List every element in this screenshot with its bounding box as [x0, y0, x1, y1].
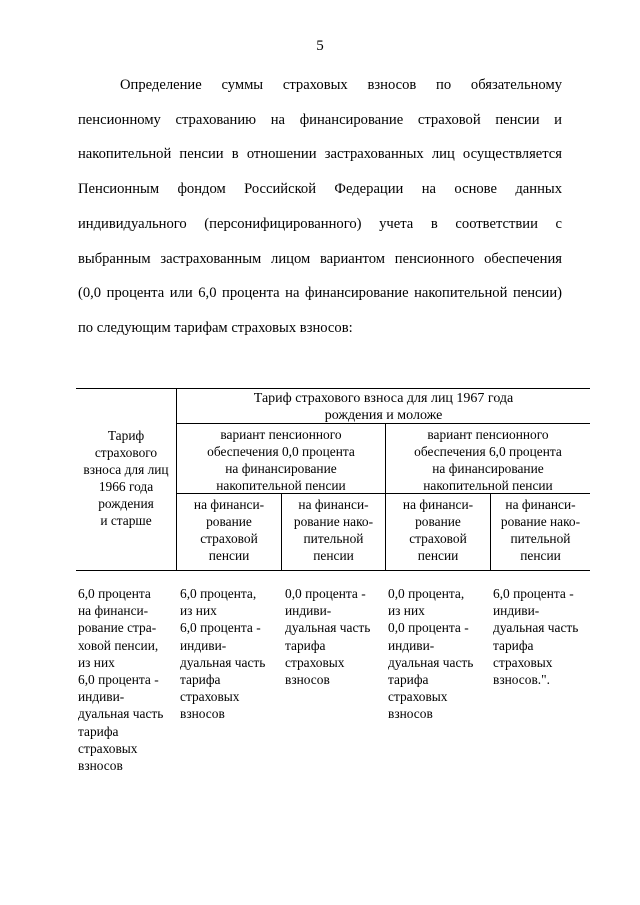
body-paragraph [78, 68, 562, 346]
page-number: 5 [316, 38, 324, 54]
table-top-rule [76, 388, 590, 389]
paragraph-line: Пенсионным фондом Российской Федерации на основе данных [78, 181, 562, 198]
paragraph-line: выбранным застрахованным лицом вариантом пенсионного обеспечения [78, 250, 562, 267]
table-header-bottom-rule [76, 570, 590, 571]
table-cell-variant0-funded: 0,0 процента - индиви- дуальная часть тарифа страховых взносов [285, 586, 371, 688]
subheader-funded-6: на финанси- рование нако- пительной пенсии [500, 497, 581, 563]
paragraph-line: накопительной пенсии в отношении застрахованных лиц осуществляется [78, 146, 562, 163]
header-tariff-younger: Тариф страхового взноса для лиц 1967 года рождения и моложе [253, 391, 514, 423]
subheader-insurance-6: на финанси- рование страховой пенсии [402, 497, 474, 563]
paragraph-line: (0,0 процента или 6,0 процента на финансирование накопительной пенсии) [78, 285, 562, 302]
header-tariff-older: Тариф страхового взноса для лиц 1966 года рождения и старше [83, 428, 169, 528]
header-variant-6: вариант пенсионного обеспечения 6,0 процента на финансирование накопительной пенсии [414, 427, 562, 493]
paragraph-line: индивидуального (персонифицированного) учета в соответствии с [78, 215, 562, 232]
subheader-funded-0: на финанси- рование нако- пительной пенсии [293, 497, 374, 563]
paragraph-line: по следующим тарифам страховых взносов: [78, 319, 353, 336]
table-cell-older: 6,0 процента на финанси- рование стра- ховой пенсии, из них 6,0 процента - индиви- дуальная часть тарифа страховых взносов [78, 586, 164, 774]
paragraph-line: Определение суммы страховых взносов по обязательному [120, 77, 562, 93]
table-cell-variant6-funded: 6,0 процента - индиви- дуальная часть тарифа страховых взносов.". [493, 586, 579, 688]
table-cell-variant0-insurance: 6,0 процента, из них 6,0 процента - индиви- дуальная часть тарифа страховых взносов [180, 586, 266, 722]
header-variant-0: вариант пенсионного обеспечения 0,0 процента на финансирование накопительной пенсии [207, 427, 355, 493]
paragraph-line: пенсионному страхованию на финансирование страховой пенсии и [78, 111, 562, 128]
subheader-insurance-0: на финанси- рование страховой пенсии [193, 497, 265, 563]
table-cell-variant6-insurance: 0,0 процента, из них 0,0 процента - индиви- дуальная часть тарифа страховых взносов [388, 586, 474, 722]
